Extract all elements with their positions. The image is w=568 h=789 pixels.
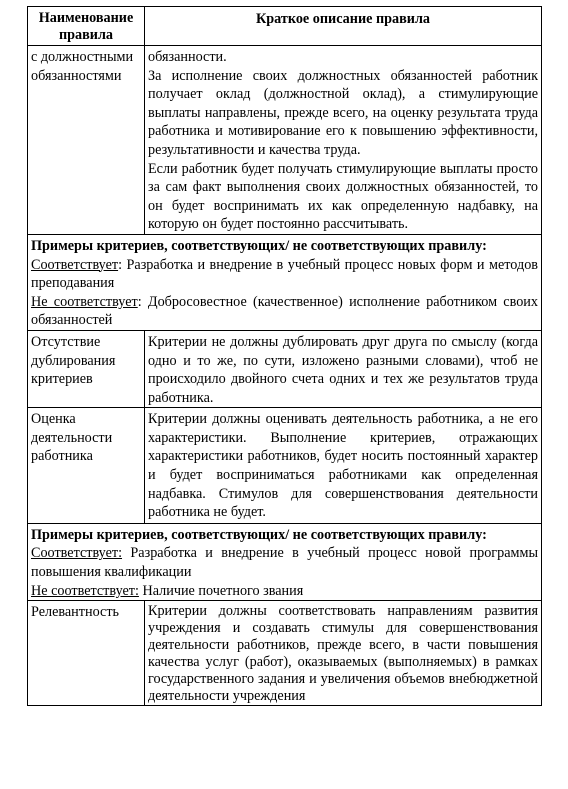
table-header-row (28, 7, 542, 46)
table-row (28, 408, 542, 524)
examples-title: Примеры критериев, соответствующих/ не соответствующих правилу: (31, 526, 487, 543)
example-match (31, 544, 538, 581)
table-row (28, 46, 542, 235)
examples-cell (28, 523, 542, 600)
rules-table (27, 6, 542, 706)
rule-description-cell: Критерии не должны дублировать друг друга по смыслу (когда одно и то же, по сути, изложено разными словами), чтоб не происходило двойного счета одних и тех же результатов труда работника. (145, 330, 542, 407)
header-rule-description: Краткое описание правила (145, 7, 542, 46)
example-nomatch (31, 582, 538, 601)
examples-row (28, 234, 542, 330)
match-label: Соответствует (31, 256, 119, 273)
rule-description-cell (145, 46, 542, 235)
rule-description-cell: Критерии должны соответствовать направлениям развития учреждения и создавать стимулы для совершенствования деятельности работников, прежде всего, в части повышения качества услуг (работ), оказываемых (выполняемых) в рамках государственного задания и увеличения объемов внебюджетной деятельности учреждения (145, 601, 542, 706)
description-paragraph: Если работник будет получать стимулирующие выплаты просто за сам факт выполнения своих должностных обязанностей, то он будет воспринимать их как определенную надбавку, на которую он будет постоянно рассчитывать. (148, 160, 538, 233)
nomatch-text: Наличие почетного звания (138, 582, 304, 599)
table-row (28, 601, 542, 706)
example-nomatch (31, 293, 538, 330)
example-match (31, 256, 538, 293)
examples-title: Примеры критериев, соответствующих/ не соответствующих правилу: (31, 237, 487, 254)
header-rule-name: Наименование правила (28, 7, 145, 46)
nomatch-label: Не соответствует: (31, 582, 139, 599)
description-paragraph: За исполнение своих должностных обязанностей работник получает оклад (должностной оклад), а стимулирующие выплаты направлены, прежде всего, на оценку результата труда работника и мотивирование его к повышению эффективности, результативности и качества труда. (148, 67, 538, 158)
nomatch-text: : Добросовестное (качественное) исполнение работником своих обязанностей (31, 293, 538, 329)
nomatch-label: Не соответствует (31, 293, 138, 310)
table-row (28, 330, 542, 407)
description-paragraph: обязанности. (148, 49, 227, 65)
rule-name-cell: с должностными обязанностями (28, 46, 145, 235)
rule-name-cell: Отсутствие дублирования критериев (28, 330, 145, 407)
match-label: Соответствует: (31, 545, 123, 562)
rule-name-cell: Релевантность (28, 601, 145, 706)
rule-description-cell: Критерии должны оценивать деятельность работника, а не его характеристики. Выполнение критериев, отражающих характеристики работников, будет носить постоянный характер и будет восприниматься работниками как определенная надбавка. Стимулов для совершенствования деятельности работника не будет. (145, 408, 542, 524)
examples-row (28, 523, 542, 600)
match-text: Разработка и внедрение в учебный процесс новой программы повышения квалификации (31, 545, 538, 581)
examples-cell (28, 234, 542, 330)
rule-name-cell: Оценка деятельности работника (28, 408, 145, 524)
match-text: : Разработка и внедрение в учебный процесс новых форм и методов преподавания (31, 256, 538, 292)
document-page (27, 6, 541, 706)
